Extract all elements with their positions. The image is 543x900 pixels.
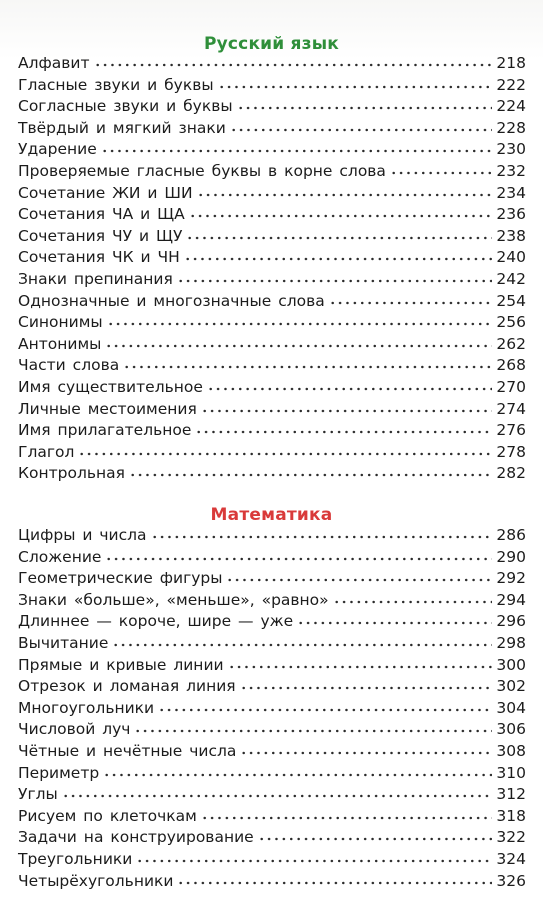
toc-entry-page-number: 262 xyxy=(496,334,526,353)
toc-entry-label: Проверяемые гласные буквы в корне слова xyxy=(18,161,386,180)
toc-entry-label: Числовой луч xyxy=(18,720,131,739)
toc-entry xyxy=(18,442,526,464)
toc-entry xyxy=(18,247,526,269)
toc-entry-page-number: 230 xyxy=(496,140,526,159)
toc-entry-label: Задачи на конструирование xyxy=(18,828,254,847)
toc-list-russian xyxy=(18,53,526,485)
toc-entry xyxy=(18,183,526,205)
dot-leader xyxy=(105,343,492,349)
toc-entry-page-number: 274 xyxy=(496,399,526,418)
dot-leader xyxy=(258,836,493,842)
toc-entry-page-number: 306 xyxy=(496,720,526,739)
toc-entry xyxy=(18,827,526,849)
toc-entry-page-number: 296 xyxy=(496,612,526,631)
section-title-math: Математика xyxy=(210,505,333,525)
section-title-russian: Русский язык xyxy=(203,34,340,54)
toc-entry xyxy=(18,719,526,741)
toc-entry xyxy=(18,655,526,677)
toc-entry xyxy=(18,291,526,313)
toc-entry-label: Геометрические фигуры xyxy=(18,569,223,588)
dot-leader xyxy=(201,815,493,821)
dot-leader xyxy=(107,321,493,327)
toc-entry-label: Сочетание ЖИ и ШИ xyxy=(18,183,193,202)
toc-entry-label: Чётные и нечётные числа xyxy=(18,741,237,760)
toc-entry-label: Вычитание xyxy=(18,633,109,652)
toc-entry xyxy=(18,741,526,763)
toc-entry-label: Сочетания ЧА и ЩА xyxy=(18,205,185,224)
dot-leader xyxy=(101,148,493,154)
toc-entry xyxy=(18,269,526,291)
dot-leader xyxy=(240,750,492,756)
toc-entry-page-number: 286 xyxy=(496,526,526,544)
toc-entry-page-number: 318 xyxy=(496,806,526,825)
toc-entry-page-number: 222 xyxy=(496,75,526,94)
toc-entry-label: Имя существительное xyxy=(18,377,203,396)
dot-leader xyxy=(134,728,492,734)
toc-entry-label: Знаки «больше», «меньше», «равно» xyxy=(18,590,329,609)
dot-leader xyxy=(129,472,492,478)
toc-entry xyxy=(18,334,526,356)
toc-entry-page-number: 300 xyxy=(496,655,526,674)
toc-entry-page-number: 228 xyxy=(496,118,526,137)
toc-entry-label: Контрольная xyxy=(18,464,125,483)
toc-entry-label: Твёрдый и мягкий знаки xyxy=(18,118,226,137)
dot-leader xyxy=(390,170,492,176)
toc-entry-page-number: 240 xyxy=(496,248,526,267)
toc-entry xyxy=(18,676,526,698)
toc-entry-label: Глагол xyxy=(18,442,75,461)
toc-entry-label: Треугольники xyxy=(18,849,133,868)
dot-leader xyxy=(189,213,493,219)
dot-leader xyxy=(184,256,493,262)
toc-entry-label: Гласные звуки и буквы xyxy=(18,75,214,94)
dot-leader xyxy=(177,880,492,886)
toc-entry-label: Ударение xyxy=(18,140,97,159)
toc-entry-page-number: 276 xyxy=(496,421,526,440)
toc-list-math xyxy=(18,525,526,892)
toc-entry-label: Согласные звуки и буквы xyxy=(18,97,233,116)
toc-entry xyxy=(18,204,526,226)
toc-entry-label: Длиннее — короче, шире — уже xyxy=(18,612,294,631)
toc-entry xyxy=(18,96,526,118)
dot-leader xyxy=(186,235,492,241)
dot-leader xyxy=(218,84,493,90)
dot-leader xyxy=(103,772,492,778)
toc-entry xyxy=(18,763,526,785)
dot-leader xyxy=(195,429,492,435)
toc-entry-page-number: 278 xyxy=(496,442,526,461)
toc-entry xyxy=(18,161,526,183)
toc-entry-label: Прямые и кривые линии xyxy=(18,655,224,674)
toc-entry-page-number: 312 xyxy=(496,785,526,804)
toc-entry xyxy=(18,226,526,248)
dot-leader xyxy=(62,793,493,799)
toc-entry-page-number: 218 xyxy=(496,54,526,72)
dot-leader xyxy=(297,620,492,626)
dot-leader xyxy=(123,364,492,370)
dot-leader xyxy=(201,408,493,414)
toc-entry-page-number: 310 xyxy=(496,763,526,782)
toc-entry xyxy=(18,590,526,612)
toc-entry xyxy=(18,871,526,893)
dot-leader xyxy=(177,278,493,284)
toc-entry-page-number: 324 xyxy=(496,849,526,868)
toc-entry-label: Синонимы xyxy=(18,313,103,332)
dot-leader xyxy=(226,577,492,583)
dot-leader xyxy=(240,685,493,691)
toc-entry-page-number: 298 xyxy=(496,633,526,652)
toc-entry-label: Знаки препинания xyxy=(18,269,173,288)
toc-entry-label: Четырёхугольники xyxy=(18,871,174,890)
dot-leader xyxy=(151,534,493,540)
toc-entry-page-number: 292 xyxy=(496,569,526,588)
toc-entry xyxy=(18,355,526,377)
toc-entry-page-number: 302 xyxy=(496,677,526,696)
toc-entry-page-number: 294 xyxy=(496,590,526,609)
toc-entry-page-number: 290 xyxy=(496,547,526,566)
toc-entry xyxy=(18,75,526,97)
toc-entry-label: Многоугольники xyxy=(18,698,155,717)
toc-entry xyxy=(18,312,526,334)
toc-entry xyxy=(18,525,526,547)
toc-entry-label: Сложение xyxy=(18,547,102,566)
toc-entry-page-number: 256 xyxy=(496,313,526,332)
dot-leader xyxy=(94,62,493,68)
dot-leader xyxy=(237,105,493,111)
toc-entry-label: Углы xyxy=(18,785,58,804)
dot-leader xyxy=(329,300,493,306)
toc-entry-label: Периметр xyxy=(18,763,100,782)
toc-entry-label: Сочетания ЧК и ЧН xyxy=(18,248,180,267)
toc-entry xyxy=(18,399,526,421)
dot-leader xyxy=(197,192,493,198)
toc-entry-page-number: 254 xyxy=(496,291,526,310)
toc-entry xyxy=(18,547,526,569)
toc-entry-label: Отрезок и ломаная линия xyxy=(18,677,236,696)
dot-leader xyxy=(105,556,492,562)
toc-entry xyxy=(18,53,526,75)
toc-entry xyxy=(18,118,526,140)
toc-entry-page-number: 232 xyxy=(496,161,526,180)
toc-entry xyxy=(18,633,526,655)
toc-entry-label: Имя прилагательное xyxy=(18,421,192,440)
toc-entry-page-number: 268 xyxy=(496,356,526,375)
toc-entry-page-number: 270 xyxy=(496,377,526,396)
toc-entry-label: Однозначные и многозначные слова xyxy=(18,291,325,310)
toc-entry-page-number: 242 xyxy=(496,269,526,288)
toc-entry-page-number: 234 xyxy=(496,183,526,202)
dot-leader xyxy=(333,599,493,605)
toc-entry-label: Сочетания ЧУ и ЩУ xyxy=(18,226,183,245)
toc-entry-page-number: 322 xyxy=(496,828,526,847)
toc-entry-page-number: 326 xyxy=(496,871,526,890)
toc-entry xyxy=(18,611,526,633)
toc-entry-label: Антонимы xyxy=(18,334,102,353)
toc-entry xyxy=(18,784,526,806)
toc-entry-page-number: 236 xyxy=(496,205,526,224)
toc-entry xyxy=(18,849,526,871)
toc-entry xyxy=(18,568,526,590)
dot-leader xyxy=(78,451,492,457)
toc-entry xyxy=(18,139,526,161)
toc-entry-label: Рисуем по клеточкам xyxy=(18,806,197,825)
dot-leader xyxy=(158,707,492,713)
toc-entry-page-number: 304 xyxy=(496,698,526,717)
dot-leader xyxy=(112,642,492,648)
toc-entry-label: Цифры и числа xyxy=(18,526,147,544)
toc-entry xyxy=(18,698,526,720)
toc-entry-page-number: 238 xyxy=(496,226,526,245)
toc-entry-label: Личные местоимения xyxy=(18,399,197,418)
toc-entry xyxy=(18,806,526,828)
dot-leader xyxy=(136,858,492,864)
toc-entry-page-number: 308 xyxy=(496,741,526,760)
toc-entry-label: Алфавит xyxy=(18,54,90,72)
toc-entry xyxy=(18,463,526,485)
dot-leader xyxy=(207,386,493,392)
toc-entry xyxy=(18,377,526,399)
toc-entry-page-number: 224 xyxy=(496,97,526,116)
toc-entry xyxy=(18,420,526,442)
dot-leader xyxy=(230,127,493,133)
toc-entry-page-number: 282 xyxy=(496,464,526,483)
toc-entry-label: Части слова xyxy=(18,356,120,375)
dot-leader xyxy=(228,664,493,670)
